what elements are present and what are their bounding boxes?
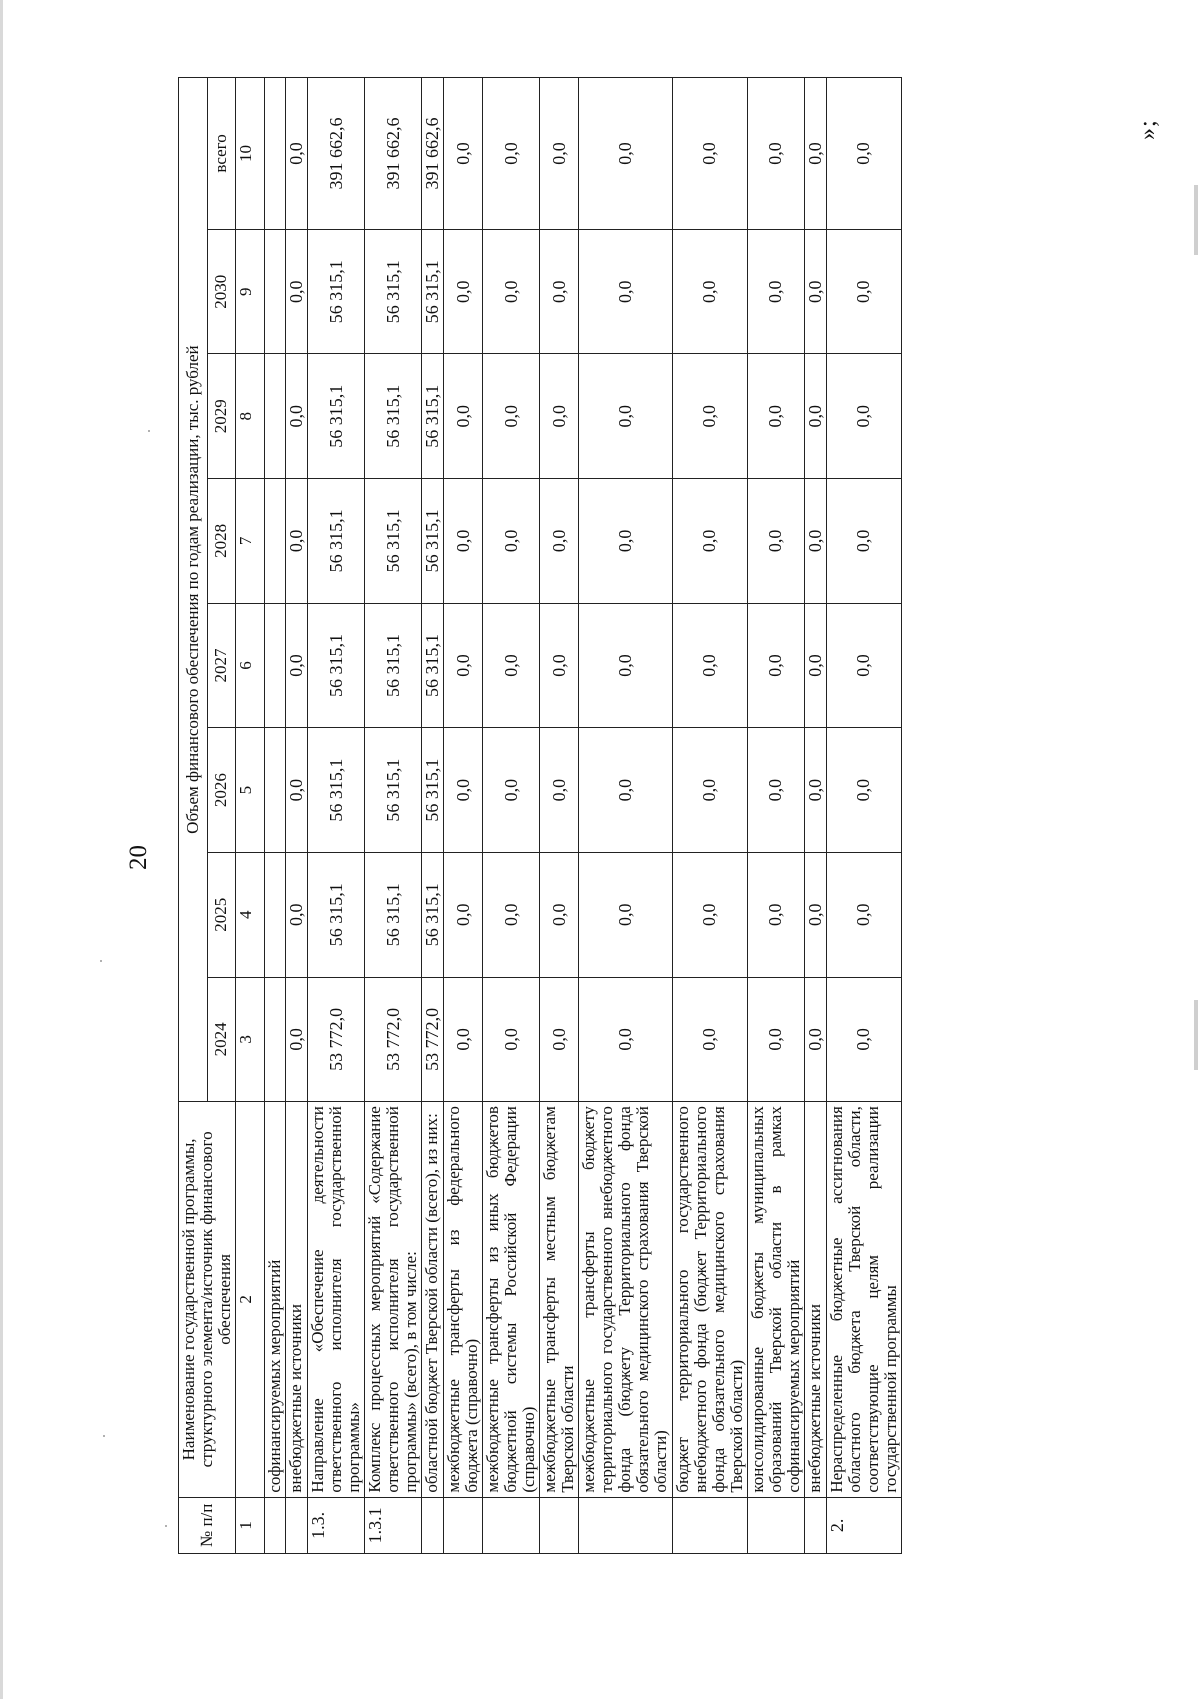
value-cell: 0,0 [826, 479, 901, 604]
value-cell: 56 315,1 [365, 479, 422, 604]
col-header-number: № п/п [179, 1497, 236, 1553]
value-cell: 0,0 [483, 229, 540, 354]
table-row [265, 78, 286, 1554]
column-number: 8 [236, 354, 265, 479]
column-number: 3 [236, 977, 265, 1102]
value-cell: 0,0 [804, 977, 826, 1102]
value-cell: 0,0 [672, 479, 747, 604]
value-cell: 0,0 [804, 354, 826, 479]
table-row [286, 78, 308, 1554]
value-cell: 0,0 [747, 977, 804, 1102]
value-cell: 0,0 [579, 728, 672, 853]
value-cell [265, 728, 286, 853]
value-cell: 0,0 [286, 479, 308, 604]
value-cell: 0,0 [579, 603, 672, 728]
row-name: межбюджетные трансферты из федерального бюджета (справочно) [444, 1102, 483, 1498]
row-name: межбюджетные трансферты из иных бюджетов бюджетной системы Российской Федерации (справочно) [483, 1102, 540, 1498]
value-cell: 0,0 [483, 852, 540, 977]
value-cell [265, 229, 286, 354]
value-cell: 0,0 [483, 603, 540, 728]
value-cell: 0,0 [804, 728, 826, 853]
total-header: всего [207, 78, 236, 230]
value-cell: 0,0 [804, 229, 826, 354]
value-cell: 0,0 [540, 603, 579, 728]
year-header: 2029 [207, 354, 236, 479]
row-number [422, 1497, 444, 1553]
value-cell: 56 315,1 [422, 728, 444, 853]
value-cell: 0,0 [444, 728, 483, 853]
value-cell: 0,0 [747, 603, 804, 728]
row-number [444, 1497, 483, 1553]
table-row [422, 78, 444, 1554]
row-number [286, 1497, 308, 1553]
value-cell: 0,0 [826, 78, 901, 230]
value-cell: 56 315,1 [365, 229, 422, 354]
table-row [483, 78, 540, 1554]
value-cell: 0,0 [286, 977, 308, 1102]
value-cell [265, 354, 286, 479]
value-cell: 0,0 [444, 78, 483, 230]
year-header: 2027 [207, 603, 236, 728]
row-name: бюджет территориального государственного внебюджетного фонда (бюджет Территориального фонда обязательного медицинского страхования Тверской области) [672, 1102, 747, 1498]
row-number [540, 1497, 579, 1553]
page-number: 20 [125, 845, 152, 870]
year-header: 2030 [207, 229, 236, 354]
value-cell: 0,0 [286, 229, 308, 354]
closing-quote-mark: »; [1135, 119, 1161, 140]
value-cell: 0,0 [540, 728, 579, 853]
value-cell: 0,0 [804, 78, 826, 230]
value-cell: 0,0 [483, 78, 540, 230]
row-number [579, 1497, 672, 1553]
column-number: 1 [236, 1497, 265, 1553]
value-cell: 0,0 [747, 728, 804, 853]
value-cell: 0,0 [444, 603, 483, 728]
year-header: 2024 [207, 977, 236, 1102]
value-cell: 0,0 [579, 852, 672, 977]
row-name: консолидированные бюджеты муниципальных образований Тверской области в рамках софинансируемых мероприятий [747, 1102, 804, 1498]
value-cell: 0,0 [483, 354, 540, 479]
value-cell: 0,0 [826, 603, 901, 728]
value-cell: 0,0 [826, 977, 901, 1102]
value-cell: 0,0 [672, 78, 747, 230]
value-cell: 0,0 [672, 229, 747, 354]
value-cell: 0,0 [826, 852, 901, 977]
row-name: внебюджетные источники [286, 1102, 308, 1498]
row-name: Направление «Обеспечение деятельности ответственного исполнителя государственной программы» [308, 1102, 365, 1498]
row-name: Нераспределенные бюджетные ассигнования областного бюджета Тверской области, соответствующие целям реализации государственной программы [826, 1102, 901, 1498]
table-row [804, 78, 826, 1554]
value-cell: 56 315,1 [308, 603, 365, 728]
table-row [540, 78, 579, 1554]
value-cell: 56 315,1 [365, 852, 422, 977]
value-cell: 0,0 [672, 852, 747, 977]
value-cell: 0,0 [826, 229, 901, 354]
value-cell: 56 315,1 [308, 852, 365, 977]
value-cell: 0,0 [747, 229, 804, 354]
value-cell: 0,0 [804, 479, 826, 604]
value-cell: 0,0 [579, 354, 672, 479]
value-cell: 0,0 [540, 852, 579, 977]
table-row [672, 78, 747, 1554]
column-number: 2 [236, 1102, 265, 1498]
row-number [804, 1497, 826, 1553]
value-cell: 0,0 [672, 354, 747, 479]
value-cell: 0,0 [444, 977, 483, 1102]
col-header-volume: Объем финансового обеспечения по годам реализации, тыс. рублей [179, 78, 208, 1102]
row-number: 1.3. [308, 1497, 365, 1553]
table-row [365, 78, 422, 1554]
value-cell: 0,0 [540, 354, 579, 479]
column-number: 5 [236, 728, 265, 853]
value-cell: 56 315,1 [422, 852, 444, 977]
row-name: межбюджетные трансферты бюджету территориального государственного внебюджетного фонда (бюджету Территориального фонда обязательного медицинского страхования Тверской области) [579, 1102, 672, 1498]
value-cell: 53 772,0 [365, 977, 422, 1102]
table-row [579, 78, 672, 1554]
row-number: 2. [826, 1497, 901, 1553]
value-cell: 0,0 [579, 229, 672, 354]
year-header: 2028 [207, 479, 236, 604]
value-cell: 56 315,1 [308, 479, 365, 604]
table-row [444, 78, 483, 1554]
column-number: 6 [236, 603, 265, 728]
column-number: 7 [236, 479, 265, 604]
value-cell: 0,0 [444, 229, 483, 354]
value-cell: 0,0 [672, 728, 747, 853]
row-number [672, 1497, 747, 1553]
year-header: 2025 [207, 852, 236, 977]
column-number: 10 [236, 78, 265, 230]
row-number [265, 1497, 286, 1553]
value-cell: 0,0 [483, 977, 540, 1102]
value-cell: 0,0 [483, 479, 540, 604]
row-name: областной бюджет Тверской области (всего), из них: [422, 1102, 444, 1498]
value-cell: 0,0 [804, 603, 826, 728]
row-name: софинансируемых мероприятий [265, 1102, 286, 1498]
value-cell: 0,0 [826, 728, 901, 853]
value-cell: 0,0 [286, 603, 308, 728]
value-cell: 56 315,1 [308, 728, 365, 853]
value-cell: 56 315,1 [422, 603, 444, 728]
row-name: Комплекс процессных мероприятий «Содержание ответственного исполнителя государственной программы» (всего), в том числе: [365, 1102, 422, 1498]
value-cell: 0,0 [540, 977, 579, 1102]
value-cell: 0,0 [444, 852, 483, 977]
value-cell [265, 479, 286, 604]
value-cell: 56 315,1 [365, 603, 422, 728]
column-number: 4 [236, 852, 265, 977]
value-cell [265, 603, 286, 728]
value-cell: 56 315,1 [422, 354, 444, 479]
value-cell: 56 315,1 [422, 229, 444, 354]
value-cell: 0,0 [747, 354, 804, 479]
value-cell: 56 315,1 [422, 479, 444, 604]
value-cell: 0,0 [444, 479, 483, 604]
value-cell [265, 78, 286, 230]
column-number: 9 [236, 229, 265, 354]
value-cell [265, 852, 286, 977]
value-cell: 391 662,6 [365, 78, 422, 230]
row-name: межбюджетные трансферты местным бюджетам Тверской области [540, 1102, 579, 1498]
row-number [483, 1497, 540, 1553]
value-cell: 0,0 [672, 977, 747, 1102]
table-row [308, 78, 365, 1554]
value-cell: 0,0 [286, 728, 308, 853]
table-row [747, 78, 804, 1554]
row-number [747, 1497, 804, 1553]
value-cell: 56 315,1 [365, 354, 422, 479]
value-cell: 0,0 [483, 728, 540, 853]
row-name: внебюджетные источники [804, 1102, 826, 1498]
value-cell: 0,0 [540, 229, 579, 354]
financing-table [178, 77, 902, 1554]
value-cell: 0,0 [579, 78, 672, 230]
row-number: 1.3.1 [365, 1497, 422, 1553]
value-cell: 53 772,0 [422, 977, 444, 1102]
value-cell: 0,0 [286, 852, 308, 977]
value-cell: 56 315,1 [365, 728, 422, 853]
col-header-name: Наименование государственной программы, структурного элемента/источник финансового обеспечения [179, 1102, 236, 1498]
value-cell: 53 772,0 [308, 977, 365, 1102]
value-cell: 0,0 [826, 354, 901, 479]
value-cell: 0,0 [747, 78, 804, 230]
value-cell: 0,0 [286, 354, 308, 479]
value-cell: 0,0 [540, 479, 579, 604]
value-cell [265, 977, 286, 1102]
value-cell: 391 662,6 [308, 78, 365, 230]
value-cell: 0,0 [540, 78, 579, 230]
value-cell: 0,0 [804, 852, 826, 977]
year-header: 2026 [207, 728, 236, 853]
value-cell: 0,0 [286, 78, 308, 230]
value-cell: 56 315,1 [308, 229, 365, 354]
table-row [826, 78, 901, 1554]
value-cell: 391 662,6 [422, 78, 444, 230]
value-cell: 0,0 [672, 603, 747, 728]
value-cell: 0,0 [579, 479, 672, 604]
value-cell: 0,0 [747, 479, 804, 604]
value-cell: 0,0 [444, 354, 483, 479]
value-cell: 0,0 [579, 977, 672, 1102]
value-cell: 0,0 [747, 852, 804, 977]
value-cell: 56 315,1 [308, 354, 365, 479]
